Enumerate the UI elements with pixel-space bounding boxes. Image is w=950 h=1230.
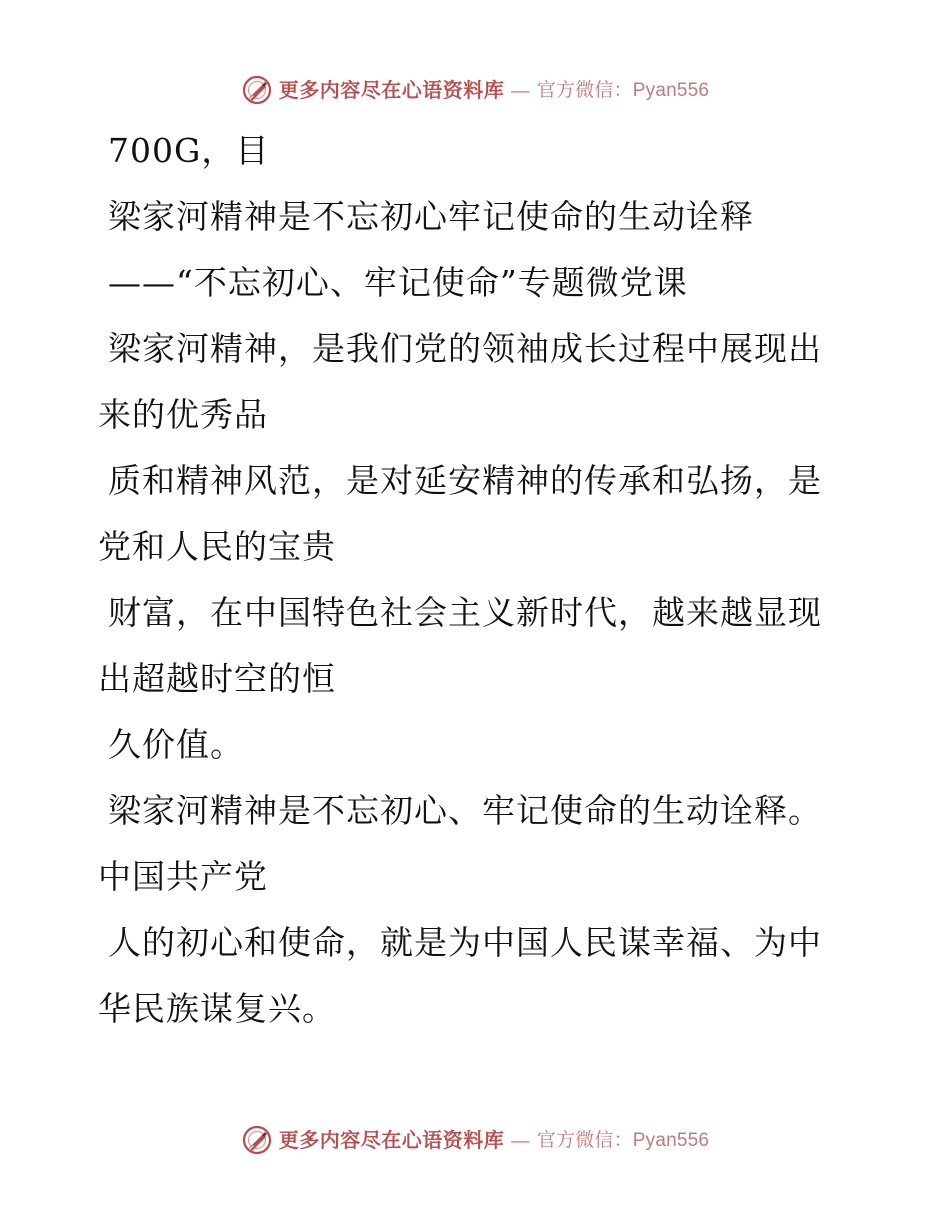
document-title-line: 梁家河精神是不忘初心牢记使命的生动诠释 — [108, 197, 754, 236]
watermark-wechat-text: 官方微信：Pyan556 — [536, 1129, 710, 1151]
watermark-footer — [0, 1120, 950, 1160]
document-line: 质和精神风范，是对延安精神的传承和弘扬，是 — [108, 461, 822, 500]
document-line: 党和人民的宝贵 — [98, 527, 336, 566]
document-subtitle-line: ——“不忘初心、牢记使命”专题微党课 — [108, 263, 688, 302]
document-line: 700G，目 — [108, 131, 270, 170]
watermark-dash: — — [510, 78, 531, 102]
watermark-site-text: 更多内容尽在心语资料库 — [278, 1128, 505, 1152]
document-line: 梁家河精神，是我们党的领袖成长过程中展现出 — [108, 329, 822, 368]
document-line: 人的初心和使命，就是为中国人民谋幸福、为中 — [108, 923, 822, 962]
document-line: 久价值。 — [108, 725, 244, 764]
quill-pen-seal-icon — [241, 74, 273, 106]
document-line: 来的优秀品 — [98, 395, 268, 434]
watermark-wechat-text: 官方微信：Pyan556 — [536, 79, 710, 101]
watermark-header — [0, 70, 950, 110]
document-line: 中国共产党 — [98, 857, 268, 896]
document-line: 华民族谋复兴。 — [98, 989, 336, 1028]
document-line: 财富，在中国特色社会主义新时代，越来越显现 — [108, 593, 822, 632]
watermark-site-text: 更多内容尽在心语资料库 — [278, 78, 505, 102]
document-body — [98, 118, 838, 1042]
quill-pen-seal-icon — [241, 1124, 273, 1156]
watermark-dash: — — [510, 1128, 531, 1152]
document-line: 出超越时空的恒 — [98, 659, 336, 698]
document-line: 梁家河精神是不忘初心、牢记使命的生动诠释。 — [108, 791, 822, 830]
